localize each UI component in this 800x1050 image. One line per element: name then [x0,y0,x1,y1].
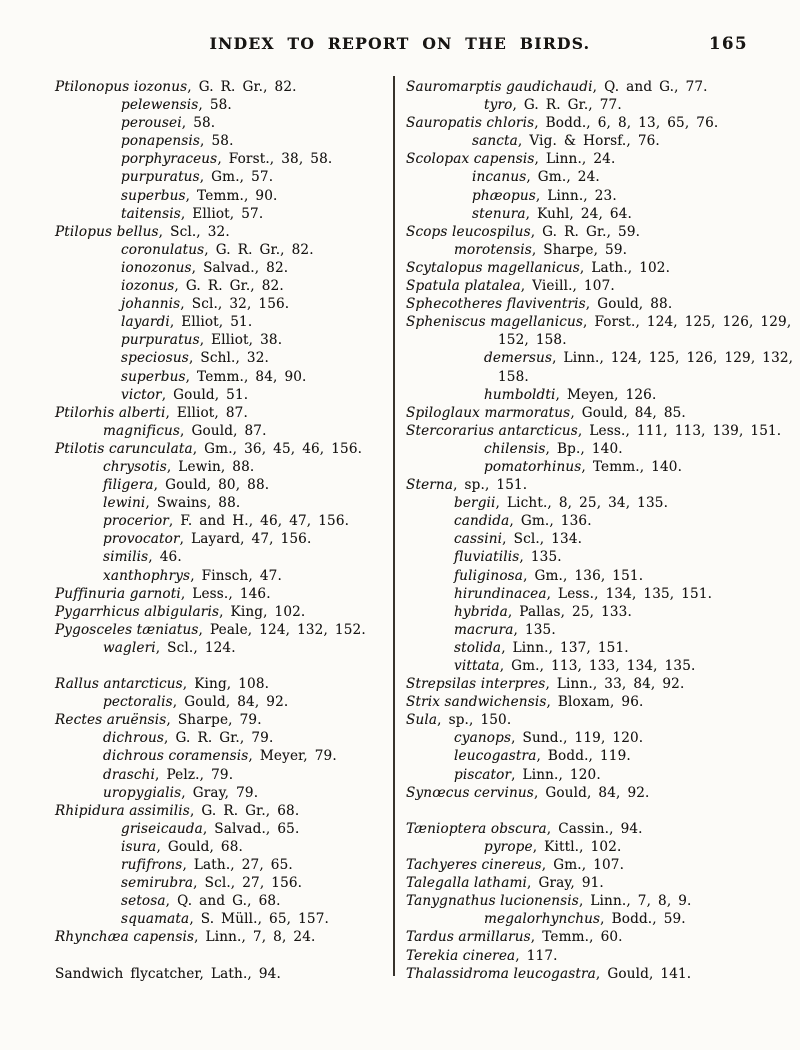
index-entry [406,548,796,566]
species-name: megalorhynchus [484,911,601,928]
species-name: speciosus [121,350,189,367]
species-name: purpuratus [121,169,200,186]
species-name: Tanygnathus lucionensis [406,893,579,910]
index-entry [406,187,796,205]
index-entry [55,512,391,530]
entry-reference: , Bodd., 6, 8, 13, 65, 76. [534,115,719,132]
index-entry [406,458,796,476]
species-name: piscator [454,766,512,783]
entry-reference: , 58. [200,133,234,150]
entry-reference: , 135. [513,621,556,638]
entry-reference: , Elliot, 57. [180,205,264,222]
entry-reference: , Sharpe, 79. [166,712,262,729]
species-name: pyrope [484,838,533,855]
species-name: xanthophrys [103,567,191,584]
entry-reference: , Gould, 51. [161,386,249,403]
species-name: draschi [103,766,156,783]
entry-reference: , Elliot, 51. [169,314,253,331]
entry-reference: , Lath., 102. [579,259,671,276]
entry-reference: , Linn., 33, 84, 92. [545,676,685,693]
entry-reference: , Salvad., 82. [191,259,289,276]
entry-reference: , Less., 134, 135, 151. [546,585,713,602]
entry-reference: , G. R. Gr., 68. [189,802,300,819]
index-entry [55,621,391,639]
index-entry [55,96,391,114]
entry-reference: , Elliot, 38. [199,332,283,349]
species-name: victor [121,386,162,403]
index-entry [55,802,391,820]
entry-reference: , Gould, 88. [585,296,673,313]
index-entry [406,114,796,132]
index-entry [406,585,796,603]
entry-reference: Sandwich flycatcher, Lath., 94. [55,965,281,982]
entry-reference: , Less., 111, 113, 139, 151. [577,422,782,439]
species-name: Synœcus cervinus [406,784,534,801]
index-entry [406,621,796,639]
species-name: Strepsilas interpres [406,676,546,693]
entry-reference: , Elliot, 87. [165,404,248,421]
index-entry [406,567,796,585]
entry-reference: , Gm., 113, 133, 134, 135. [499,658,696,674]
species-name: tyro [484,97,513,114]
species-name: squamata [121,911,190,928]
species-name: lewini [103,495,146,512]
index-entry [406,512,796,530]
species-name: leucogastra [454,748,537,765]
index-entry [55,639,391,657]
index-entry [406,639,796,657]
species-name: ionozonus [121,259,192,276]
species-name: candida [454,513,510,530]
entry-reference: , Peale, 124, 132, 152. [198,621,366,638]
entry-reference: , Gm., 36, 45, 46, 156. [192,440,363,457]
index-entry [55,132,391,150]
species-name: Scops leucospilus [406,223,531,240]
entry-reference: , Pallas, 25, 133. [507,603,632,620]
entry-reference: , sp., 150. [437,712,512,729]
entry-reference: , S. Müll., 65, 157. [189,911,329,928]
species-name: filigera [103,477,154,494]
species-name: incanus [472,169,527,186]
index-entry [406,784,796,802]
species-name: Puffinuria garnoti [55,585,181,602]
index-column-right [406,78,796,983]
entry-reference: , Temm., 90. [185,187,278,204]
index-entry [406,368,796,386]
index-entry [406,277,796,295]
index-entry [55,928,391,946]
index-entry [55,585,391,603]
species-name: stolida [454,639,502,656]
index-entry [406,331,796,349]
species-name: Terekia cinerea [406,947,516,964]
species-name: hirundinacea [454,585,547,602]
entry-reference: , Linn., 7, 8, 9. [578,893,692,910]
species-name: Sauropatis chloris [406,115,535,132]
species-name: Rallus antarcticus [55,676,183,693]
index-entry [406,928,796,946]
index-entry [406,766,796,784]
index-entry [55,295,391,313]
index-entry [55,277,391,295]
entry-reference: , Forst., 38, 58. [217,151,333,168]
species-name: Sphecotheres flaviventris [406,296,586,313]
index-entry [55,784,391,802]
entry-reference: , Cassin., 94. [546,820,643,837]
species-name: dichrous coramensis [103,748,249,765]
species-name: Spiloglaux marmoratus [406,404,571,421]
index-entry [406,241,796,259]
index-entry [406,657,796,675]
species-name: bergii [454,495,496,512]
entry-reference: , Meyen, 126. [555,386,657,403]
entry-reference: , 58. [198,97,232,114]
entry-reference: , Gould, 87. [180,422,267,439]
entry-reference: , Gray, 91. [527,875,604,892]
species-name: provocator [103,531,180,548]
index-entry [406,603,796,621]
entry-reference: , Vig. & Horsf., 76. [517,133,660,150]
entry-reference: , Gould, 141. [595,965,692,982]
index-entry [406,476,796,494]
species-name: Pygarrhicus albigularis [55,603,220,620]
species-name: stenura [472,205,526,222]
index-entry [55,223,391,241]
index-entry [55,404,391,422]
entry-reference: , Kuhl, 24, 64. [525,205,632,222]
entry-reference: , Bodd., 59. [600,911,686,928]
species-name: Rhipidura assimilis [55,802,190,819]
entry-reference: , Gray, 79. [181,784,259,801]
index-entry [55,458,391,476]
page-header [0,34,800,53]
entry-reference: , G. R. Gr., 79. [164,730,274,747]
index-entry [55,766,391,784]
species-name: semirubra [121,875,194,892]
species-name: Sula [406,712,438,729]
index-entry [406,838,796,856]
entry-reference: , Salvad., 65. [202,820,300,837]
species-name: morotensis [454,241,532,258]
species-name: procerior [103,513,169,530]
species-name: demersus [484,350,553,367]
entry-reference: , Bloxam, 96. [546,694,644,711]
index-column-left [55,78,391,983]
index-entry [406,729,796,747]
entry-reference: , Bodd., 119. [536,748,631,765]
entry-reference: 152, 158. [498,332,567,349]
entry-reference: , Pelz., 79. [155,766,234,783]
species-name: ponapensis [121,133,201,150]
species-name: cyanops [454,730,512,747]
index-entry [406,132,796,150]
index-entry [55,368,391,386]
entry-reference: , Sharpe, 59. [531,241,628,258]
entry-reference: , G. R. Gr., 59. [530,223,641,240]
species-name: Tardus armillarus [406,929,531,946]
entry-reference: , Scl., 32. [158,223,230,240]
entry-reference: , Linn., 137, 151. [501,639,629,656]
index-entry [55,386,391,404]
index-entry [406,892,796,910]
entry-reference: , Forst., 124, 125, 126, 129, [583,314,792,331]
species-name: humboldti [484,386,556,403]
entry-reference: , Q. and G., 68. [165,893,281,910]
index-entry [406,386,796,404]
entry-reference: , Scl., 124. [155,639,236,656]
index-entry [55,965,391,983]
index-entry [406,910,796,928]
index-entry [55,747,391,765]
entry-reference: , Gould, 68. [156,838,243,855]
species-name: griseicauda [121,820,203,837]
entry-reference: , G. R. Gr., 82. [187,79,297,95]
index-entry [406,205,796,223]
entry-reference: , Sund., 119, 120. [511,730,644,747]
index-entry [55,530,391,548]
species-name: Ptilorhis alberti [55,404,166,421]
index-entry [55,838,391,856]
species-name: Spheniscus magellanicus [406,314,583,331]
index-entry [55,675,391,693]
index-entry [406,693,796,711]
species-name: pelewensis [121,97,199,114]
blank-line [406,802,796,820]
entry-reference: , Lath., 27, 65. [182,857,293,874]
species-name: purpuratus [121,332,200,349]
species-name: pomatorhinus [484,458,582,475]
entry-reference: , Linn., 24. [534,151,616,168]
species-name: Scolopax capensis [406,151,535,168]
index-entry [406,422,796,440]
species-name: rufifrons [121,857,183,874]
index-entry [406,150,796,168]
index-entry [406,78,796,96]
index-entry [406,947,796,965]
index-entry [55,78,391,96]
entry-reference: , G. R. Gr., 82. [204,241,314,258]
species-name: chrysotis [103,458,167,475]
species-name: phæopus [472,187,536,204]
index-entry [406,711,796,729]
index-entry [406,259,796,277]
entry-reference: , Q. and G., 77. [592,79,708,95]
index-entry [55,331,391,349]
index-entry [55,422,391,440]
index-entry [406,874,796,892]
index-entry [406,404,796,422]
entry-reference: , 58. [181,115,216,132]
index-entry [55,711,391,729]
index-entry [55,856,391,874]
index-entry [55,187,391,205]
species-name: sancta [472,133,518,150]
species-name: Ptilopus bellus [55,223,159,240]
entry-reference: , Meyer, 79. [248,748,337,765]
entry-reference: , Gould, 84, 85. [570,404,686,421]
index-entry [406,349,796,367]
entry-reference: , Scl., 134. [502,531,583,548]
species-name: fluviatilis [454,549,520,566]
index-entry [406,820,796,838]
index-entry [55,892,391,910]
entry-reference: , Licht., 8, 25, 34, 135. [495,495,669,512]
index-entry [406,747,796,765]
index-entry [55,494,391,512]
species-name: cassini [454,531,503,548]
species-name: coronulatus [121,241,205,258]
entry-reference: 158. [498,368,529,385]
index-entry [55,910,391,928]
entry-reference: , Linn., 7, 8, 24. [194,929,316,946]
index-entry [406,295,796,313]
blank-line [55,947,391,965]
index-entry [55,820,391,838]
species-name: setosa [121,893,166,910]
index-entry [55,874,391,892]
index-entry [55,168,391,186]
entry-reference: , Gould, 84, 92. [172,694,289,711]
entry-reference: , Linn., 23. [535,187,617,204]
entry-reference: , 117. [515,947,558,964]
species-name: Sauromarptis gaudichaudi [406,79,593,95]
entry-reference: , Bp., 140. [545,440,623,457]
entry-reference: , 135. [519,549,562,566]
species-name: vittata [454,658,500,674]
entry-reference: , Linn., 120. [511,766,601,783]
species-name: dichrous [103,730,165,747]
entry-reference: , Scl., 32, 156. [180,296,290,313]
entry-reference: , Temm., 84, 90. [185,368,307,385]
entry-reference: , 46. [148,549,182,566]
entry-reference: , Scl., 27, 156. [193,875,303,892]
species-name: wagleri [103,639,156,656]
entry-reference: , Vieill., 107. [520,278,615,295]
index-entry [55,114,391,132]
index-entry [55,241,391,259]
index-entry [55,349,391,367]
species-name: perousei [121,115,182,132]
index-entry [406,856,796,874]
entry-reference: , Gm., 136, 151. [523,567,644,584]
entry-reference: , G. R. Gr., 82. [174,278,284,295]
index-entry [55,567,391,585]
entry-reference: , sp., 151. [453,477,528,494]
entry-reference: , Temm., 140. [581,458,683,475]
entry-reference: , King, 108. [182,676,270,693]
index-entry [406,494,796,512]
index-entry [55,729,391,747]
species-name: Strix sandwichensis [406,694,547,711]
species-name: layardi [121,314,170,331]
index-entry [406,313,796,331]
index-entry [55,476,391,494]
entry-reference: , Temm., 60. [530,929,623,946]
entry-reference: , King, 102. [219,603,306,620]
entry-reference: , Gould, 84, 92. [533,784,650,801]
page-title: INDEX TO REPORT ON THE BIRDS. [209,34,591,53]
index-entry [55,548,391,566]
species-name: porphyraceus [121,151,218,168]
species-name: Spatula platalea [406,278,521,295]
species-name: superbus [121,187,186,204]
index-entry [406,530,796,548]
index-entry [55,313,391,331]
species-name: pectoralis [103,694,173,711]
entry-reference: , Schl., 32. [188,350,269,367]
index-entry [406,675,796,693]
entry-reference: , Gm., 107. [541,857,625,874]
entry-reference: , Less., 146. [180,585,271,602]
species-name: Sterna [406,477,454,494]
entry-reference: , Layard, 47, 156. [179,531,312,548]
species-name: taitensis [121,205,181,222]
index-entry [406,168,796,186]
index-entry [55,150,391,168]
entry-reference: , G. R. Gr., 77. [512,97,622,114]
entry-reference: , Kittl., 102. [532,838,622,855]
page-number: 165 [709,34,748,53]
entry-reference: , Gm., 57. [199,169,274,186]
species-name: isura [121,838,157,855]
index-entry [55,205,391,223]
species-name: johannis [121,296,181,313]
species-name: Rhynchæa capensis [55,929,195,946]
entry-reference: , F. and H., 46, 47, 156. [168,513,350,530]
species-name: Thalassidroma leucogastra [406,965,596,982]
entry-reference: , Lewin, 88. [166,458,255,475]
index-entry [55,440,391,458]
index-entry [55,259,391,277]
entry-reference: , Linn., 124, 125, 126, 129, 132, [552,350,794,367]
species-name: uropygialis [103,784,182,801]
index-entry [406,965,796,983]
entry-reference: , Gould, 80, 88. [153,477,270,494]
species-name: Stercorarius antarcticus [406,422,578,439]
species-name: magnificus [103,422,181,439]
species-name: fuliginosa [454,567,524,584]
species-name: similis [103,549,149,566]
species-name: Pygosceles tæniatus [55,621,199,638]
species-name: hybrida [454,603,508,620]
entry-reference: , Swains, 88. [145,495,241,512]
species-name: Scytalopus magellanicus [406,259,580,276]
species-name: iozonus [121,278,175,295]
species-name: Talegalla lathami [406,875,527,892]
entry-reference: , Gm., 24. [526,169,600,186]
species-name: Rectes aruënsis [55,712,167,729]
species-name: superbus [121,368,186,385]
species-name: Tænioptera obscura [406,820,547,837]
index-entry [55,603,391,621]
species-name: Ptilonopus iozonus [55,79,188,95]
index-entry [406,96,796,114]
index-entry [55,693,391,711]
species-name: macrura [454,621,514,638]
species-name: Ptilotis carunculata [55,440,193,457]
species-name: chilensis [484,440,546,457]
column-divider-rule [393,76,395,976]
index-entry [406,440,796,458]
entry-reference: , Finsch, 47. [190,567,282,584]
index-entry [406,223,796,241]
species-name: Tachyeres cinereus [406,857,542,874]
blank-line [55,657,391,675]
entry-reference: , Gm., 136. [509,513,592,530]
